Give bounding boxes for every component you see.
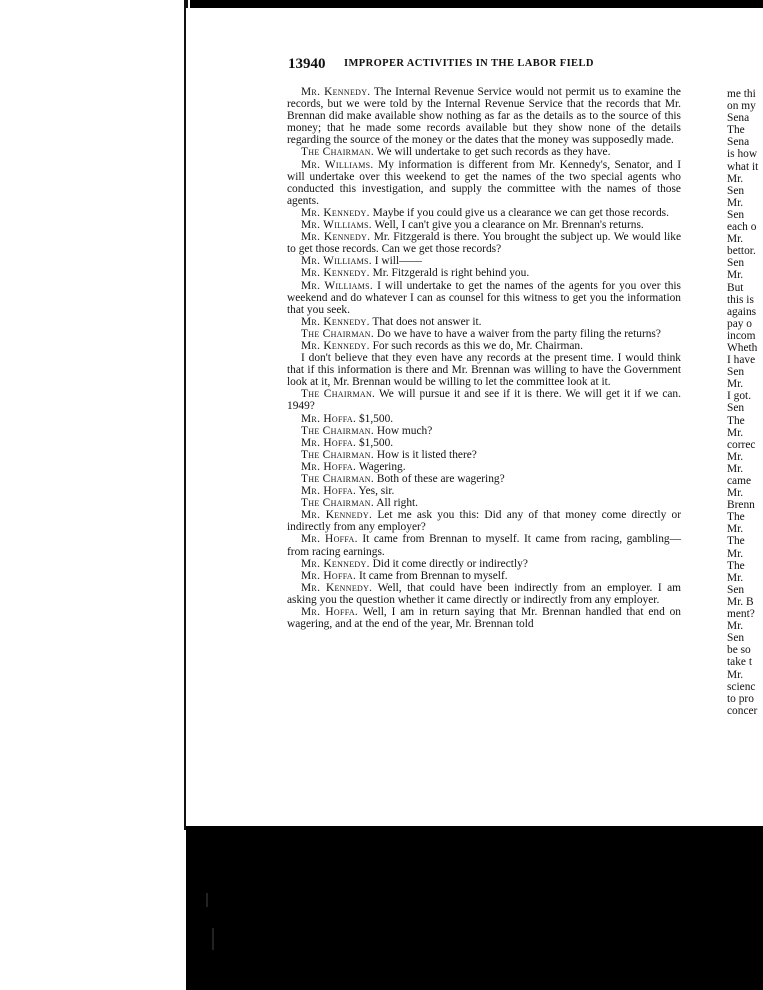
speech-text: $1,500. xyxy=(356,412,394,425)
facing-page-line: Mr. xyxy=(727,233,744,246)
speaker-name: Mr. Kennedy. xyxy=(301,581,373,594)
transcript-paragraph xyxy=(287,497,681,509)
speech-text: We will undertake to get such records as they have. xyxy=(374,146,611,159)
speech-text: Well, I can't give you a clearance on Mr. Brennan's returns. xyxy=(371,219,644,232)
speech-text: Let me ask you this: Did any of that money come directly or indirectly from any employer? xyxy=(287,509,681,534)
speech-text: $1,500. xyxy=(356,436,394,449)
facing-page-line: Sen xyxy=(727,583,745,596)
facing-page-line: Sen xyxy=(727,366,745,379)
speaker-name: Mr. Hoffa. xyxy=(301,569,357,582)
facing-page-line: The xyxy=(727,511,745,524)
facing-page-line: Sen xyxy=(727,257,745,270)
speaker-name: The Chairman. xyxy=(301,388,376,401)
transcript-paragraph xyxy=(287,425,681,437)
running-title: IMPROPER ACTIVITIES IN THE LABOR FIELD xyxy=(344,58,594,69)
speech-text: Yes, sir. xyxy=(356,485,395,498)
speech-text: It came from Brennan to myself. xyxy=(356,569,508,582)
speaker-name: Mr. Hoffa. xyxy=(301,606,359,619)
transcript-paragraph xyxy=(287,413,681,425)
speaker-name: The Chairman. xyxy=(301,448,375,461)
document-page xyxy=(186,8,710,826)
speaker-name: The Chairman. xyxy=(301,424,375,437)
transcript-paragraph xyxy=(287,437,681,449)
scan-background xyxy=(186,826,763,990)
facing-page-line: The xyxy=(727,535,745,548)
facing-page-line: Mr. xyxy=(727,571,744,584)
facing-page-line: Sen xyxy=(727,208,745,221)
facing-page-line: ment? xyxy=(727,608,755,621)
transcript-paragraph xyxy=(287,509,681,533)
facing-page-line: correc xyxy=(727,438,756,451)
facing-page-line: Mr. B xyxy=(727,595,754,608)
facing-page-line: concer xyxy=(727,704,758,717)
facing-page-line: incom xyxy=(727,329,756,342)
transcript-paragraph xyxy=(287,86,681,146)
speech-text: All right. xyxy=(374,497,419,510)
speech-text: Well, that could have been indirectly from an employer. I am asking you the question whether it came directly or indirectly from any employer. xyxy=(287,581,681,606)
transcript-paragraph xyxy=(287,280,681,316)
speaker-name: Mr. Kennedy. xyxy=(301,339,370,352)
facing-page-line: Sen xyxy=(727,402,745,415)
transcript-paragraph xyxy=(287,219,681,231)
facing-page-line: Brenn xyxy=(727,499,755,512)
transcript-paragraph xyxy=(287,159,681,207)
speech-text: How is it listed there? xyxy=(374,448,477,461)
speaker-name: The Chairman. xyxy=(301,327,375,340)
speaker-name: Mr. Kennedy. xyxy=(301,231,371,244)
speech-text: For such records as this we do, Mr. Chairman. xyxy=(369,339,583,352)
transcript-paragraph xyxy=(287,328,681,340)
speaker-name: Mr. Kennedy. xyxy=(301,509,373,522)
speech-text: Mr. Fitzgerald is right behind you. xyxy=(369,267,530,280)
speaker-name: Mr. Williams. xyxy=(301,158,374,171)
speech-text: It came from Brennan to myself. It came from racing, gambling—from racing earnings. xyxy=(287,533,682,558)
facing-page-line: Mr. xyxy=(727,620,744,633)
facing-page-line: Sen xyxy=(727,632,745,645)
scan-speck xyxy=(206,893,208,907)
speech-text: My information is different from Mr. Kennedy's, Senator, and I will undertake over this weekend to get the names of the two special agents who conducted this investigation, and supply the committee with the names of those agents. xyxy=(287,158,681,207)
speech-text: Wagering. xyxy=(356,460,406,473)
speech-text: Both of these are wagering? xyxy=(374,473,505,485)
transcript-paragraph xyxy=(287,267,681,279)
facing-page-line: Mr. xyxy=(727,426,744,439)
speech-text: We will pursue it and see if it is there. We will get it if we can. 1949? xyxy=(287,388,681,413)
facing-page-line: Mr. xyxy=(727,269,744,282)
speaker-name: Mr. Kennedy. xyxy=(301,86,371,98)
speech-text: Mr. Fitzgerald is there. You brought the subject up. We would like to get those records. Can we get those records? xyxy=(287,231,681,256)
speaker-name: Mr. Hoffa. xyxy=(301,533,358,546)
transcript-paragraph xyxy=(287,207,681,219)
transcript-paragraph xyxy=(287,352,681,388)
facing-page-text xyxy=(727,88,763,717)
facing-page-line: Sen xyxy=(727,184,745,197)
speech-text: I will undertake to get the names of the agents for you over this weekend and do whatever I can as counsel for this witness to get you the information that you seek. xyxy=(287,279,681,316)
speaker-name: Mr. Hoffa. xyxy=(301,485,357,498)
facing-page-line: Mr. xyxy=(727,450,744,463)
facing-page-line: on my xyxy=(727,100,756,113)
facing-page-line: Mr. xyxy=(727,172,744,185)
facing-page-line: Mr. xyxy=(727,487,744,500)
facing-page-line: Sena xyxy=(727,112,750,125)
speaker-name: Mr. Hoffa. xyxy=(301,436,357,449)
transcript-paragraph xyxy=(287,533,681,557)
facing-page-line: But xyxy=(727,281,744,294)
facing-page-line: Mr. xyxy=(727,378,744,391)
speech-text: Well, I am in return saying that Mr. Brennan handled that end on wagering, and at the end of the year, Mr. Brennan told xyxy=(287,606,681,631)
speaker-name: Mr. Williams. xyxy=(301,279,374,292)
transcript-paragraph xyxy=(287,231,681,255)
facing-page-line: came xyxy=(727,475,752,487)
facing-page-line: I have xyxy=(727,354,756,367)
facing-page-line: Mr. xyxy=(727,668,744,681)
transcript-paragraph xyxy=(287,461,681,473)
facing-page-line: each o xyxy=(727,221,757,234)
facing-page-line: take t xyxy=(727,656,752,669)
scan-speck xyxy=(212,928,214,950)
transcript-paragraph xyxy=(287,388,681,412)
left-page-bottom xyxy=(0,830,186,990)
transcript-paragraph xyxy=(287,606,681,630)
page-header xyxy=(288,56,688,76)
facing-page-line: is how xyxy=(727,148,758,161)
speech-text: Did it come directly or indirectly? xyxy=(369,557,528,570)
facing-page-line: The xyxy=(727,414,745,427)
page-number: 13940 xyxy=(288,56,326,72)
facing-page-line: be so xyxy=(727,644,751,657)
facing-page-line: Mr. xyxy=(727,547,744,560)
facing-page-line: scienc xyxy=(727,680,756,693)
facing-page-line: Sena xyxy=(727,136,750,149)
speaker-name: Mr. Kennedy. xyxy=(301,206,370,219)
transcript-paragraph xyxy=(287,473,681,485)
speech-text: I don't believe that they even have any records at the present time. I would think that if this information is there and Mr. Brennan was willing to have the Government look at it, Mr. Brennan would be willing to let the committee look at it. xyxy=(287,352,681,389)
transcript-paragraph xyxy=(287,316,681,328)
facing-page-line: The xyxy=(727,559,745,572)
facing-page-fragment xyxy=(707,8,763,858)
speaker-name: Mr. Hoffa. xyxy=(301,412,357,425)
facing-page-line: Mr. xyxy=(727,523,744,536)
speaker-name: Mr. Hoffa. xyxy=(301,460,357,473)
speech-text: Maybe if you could give us a clearance we can get those records. xyxy=(369,206,669,219)
facing-page-line: Mr. xyxy=(727,462,744,475)
speech-text: How much? xyxy=(374,424,433,437)
speaker-name: Mr. Kennedy. xyxy=(301,267,370,280)
speaker-name: The Chairman. xyxy=(301,497,375,510)
transcript-paragraph xyxy=(287,255,681,267)
facing-page-line: Wheth xyxy=(727,341,758,354)
facing-page-line: The xyxy=(727,124,745,137)
transcript-paragraph xyxy=(287,582,681,606)
facing-page-line: Mr. xyxy=(727,196,744,209)
speaker-name: The Chairman. xyxy=(301,146,375,159)
transcript-paragraph xyxy=(287,340,681,352)
transcript-body xyxy=(287,86,681,630)
speech-text: Do we have to have a waiver from the party filing the returns? xyxy=(374,327,661,340)
facing-page-line: to pro xyxy=(727,692,754,705)
facing-page-line: me thi xyxy=(727,88,756,100)
speech-text: I will—— xyxy=(371,255,422,268)
facing-page-line: agains xyxy=(727,305,757,318)
transcript-paragraph xyxy=(287,449,681,461)
speaker-name: Mr. Kennedy. xyxy=(301,557,370,570)
transcript-paragraph xyxy=(287,570,681,582)
facing-page-line: pay o xyxy=(727,317,752,330)
speaker-name: Mr. Williams. xyxy=(301,255,372,268)
speech-text: The Internal Revenue Service would not permit us to examine the records, but we were told by the Internal Revenue Service that the records that Mr. Brennan did make available show nothing as far as the details as to the source of this money; that he made some records available but they show none of the details regarding the source of the money or the dates that the money was supposedly made. xyxy=(287,86,681,147)
facing-page-line: bettor. xyxy=(727,245,756,258)
speaker-name: Mr. Kennedy. xyxy=(301,315,370,328)
transcript-paragraph xyxy=(287,485,681,497)
speech-text: That does not answer it. xyxy=(369,315,482,328)
speaker-name: The Chairman. xyxy=(301,473,375,485)
facing-page-line: I got. xyxy=(727,390,752,403)
facing-page-line: this is xyxy=(727,293,754,306)
transcript-paragraph xyxy=(287,146,681,158)
speaker-name: Mr. Williams. xyxy=(301,219,372,232)
transcript-paragraph xyxy=(287,558,681,570)
facing-page-line: what it xyxy=(727,160,759,173)
